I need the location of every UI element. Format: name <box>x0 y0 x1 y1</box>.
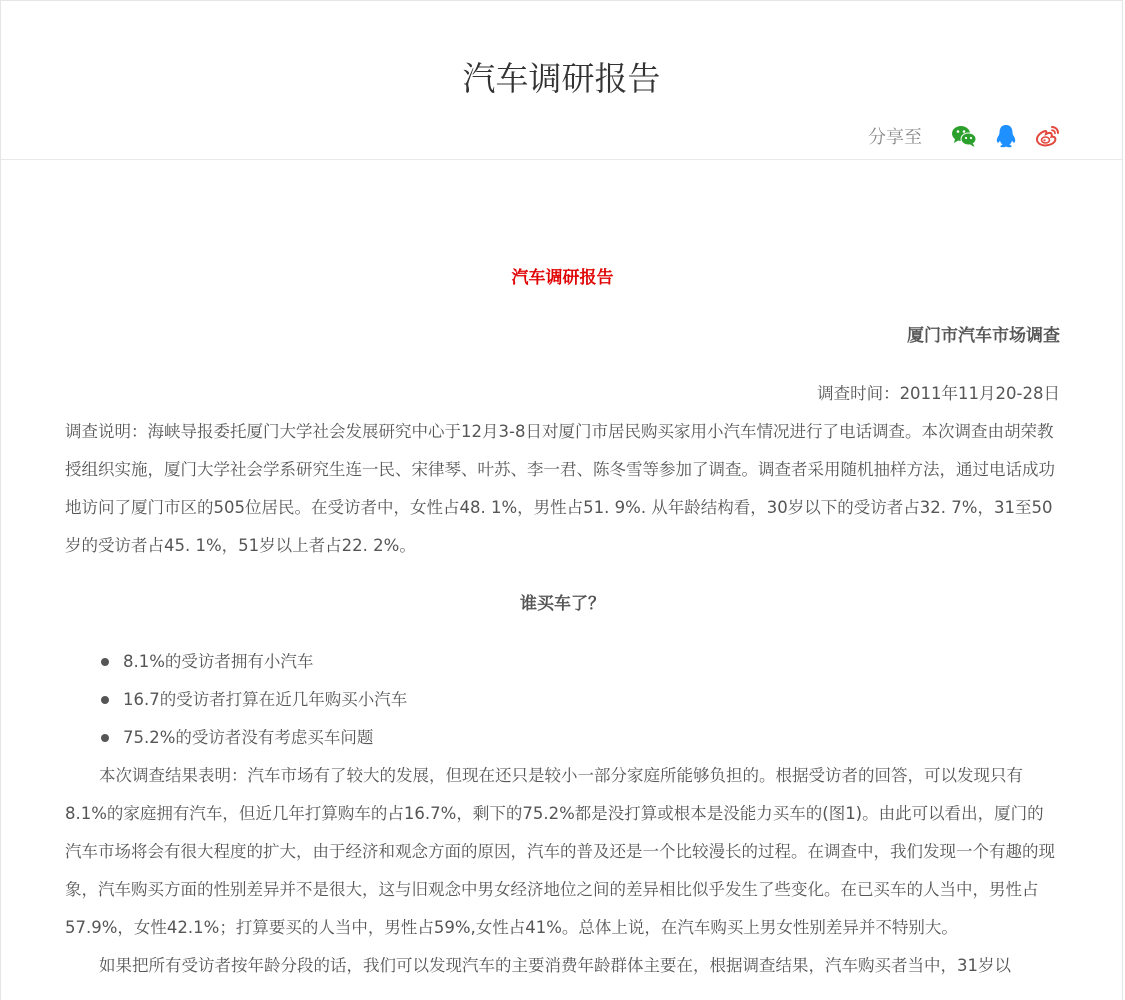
article-subheading: 厦门市汽车市场调查 <box>907 326 1060 346</box>
share-label: 分享至 <box>868 127 922 148</box>
article-heading: 汽车调研报告 <box>511 268 614 288</box>
next-paragraph: 如果把所有受访者按年龄分段的话，我们可以发现汽车的主要消费年龄群体主要在，根据调查结果，汽车购买者当中，31岁以 <box>99 956 1011 975</box>
result-paragraph: 本次调查结果表明：汽车市场有了较大的发展，但现在还只是较小一部分家庭所能够负担的。根据受访者的回答，可以发现只有8.1%的家庭拥有汽车，但近几年打算购车的占16.7%，剩下的75.2%都是没打算或根本是没能力买车的(图1)。由此可以看出，厦门的汽车市场将会有很大程度的扩大，由于经济和观念方面的原因，汽车的普及还是一个比较漫长的过程。在调查中，我们发现一个有趣的现象，汽车购买方面的性别差异并不是很大，这与旧观念中男女经济地位之间的差异相比似乎发生了些变化。在已买车的人当中，男性占57.9%，女性42.1%；打算要买的人当中，男性占59%,女性占41%。总体上说，在汽车购买上男女性别差异并不特别大。 <box>65 766 1055 937</box>
page-title: 汽车调研报告 <box>462 59 661 98</box>
qq-icon[interactable] <box>992 122 1020 150</box>
intro-paragraph: 调查说明：海峡导报委托厦门大学社会发展研究中心于12月3-8日对厦门市居民购买家用小汽车情况进行了电话调查。本次调查由胡荣教授组织实施，厦门大学社会学系研究生连一民、宋律琴、叶苏、李一君、陈冬雪等参加了调查。调查者采用随机抽样方法，通过电话成功地访问了厦门市区的505位居民。在受访者中，女性占48. 1%，男性占51. 9%. 从年龄结构看，30岁以下的受访者占32. 7%，31至50岁的受访者占45. 1%，51岁以上者占22. 2%。 <box>65 422 1055 555</box>
list-item: 75.2%的受访者没有考虑买车问题 <box>99 719 1060 757</box>
section-title: 谁买车了？ <box>520 594 605 614</box>
wechat-icon[interactable] <box>950 122 978 150</box>
article-body <box>65 161 1060 985</box>
list-item: 8.1%的受访者拥有小汽车 <box>99 643 1060 681</box>
weibo-icon[interactable] <box>1034 122 1062 150</box>
page-header <box>1 1 1122 160</box>
share-bar <box>868 121 1062 151</box>
bullet-list <box>65 643 1060 757</box>
list-item: 16.7的受访者打算在近几年购买小汽车 <box>99 681 1060 719</box>
survey-time: 调查时间：2011年11月20-28日 <box>817 384 1060 403</box>
